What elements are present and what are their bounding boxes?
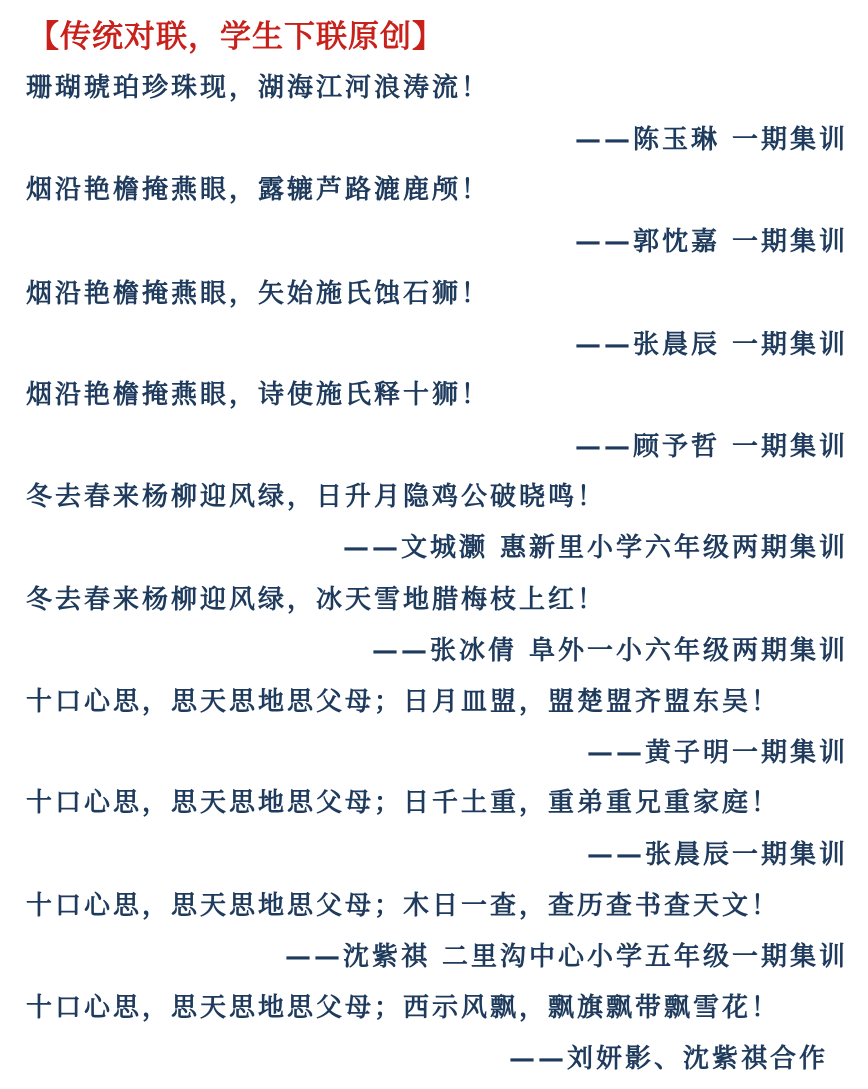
signature-10: ——刘妍影、沈紫祺合作 xyxy=(508,1044,828,1074)
couplet-5: 冬去春来杨柳迎风绿，日升月隐鸡公破晓鸣！ xyxy=(26,482,607,512)
couplet-7: 十口心思，思天思地思父母；日月皿盟，盟楚盟齐盟东吴！ xyxy=(26,687,781,717)
signature-2: ——郭忱嘉 一期集训 xyxy=(574,227,848,257)
signature-1: ——陈玉琳 一期集训 xyxy=(574,125,848,155)
couplet-8: 十口心思，思天思地思父母；日千土重，重弟重兄重家庭！ xyxy=(26,788,781,818)
signature-8: ——张晨辰一期集训 xyxy=(586,840,848,870)
signature-5: ——文城灏 惠新里小学六年级两期集训 xyxy=(342,533,848,563)
couplet-10: 十口心思，思天思地思父母；西示风飘，飘旗飘带飘雪花！ xyxy=(26,993,781,1023)
signature-7: ——黄子明一期集训 xyxy=(586,738,848,768)
couplet-3: 烟沿艳檐掩燕眼，矢始施氏蚀石狮！ xyxy=(26,279,491,309)
signature-3: ——张晨辰 一期集训 xyxy=(574,330,848,360)
couplet-2: 烟沿艳檐掩燕眼，露辘芦路漉鹿颅！ xyxy=(26,175,491,205)
couplet-6: 冬去春来杨柳迎风绿，冰天雪地腊梅枝上红！ xyxy=(26,585,607,615)
couplet-4: 烟沿艳檐掩燕眼，诗使施氏释十狮！ xyxy=(26,380,491,410)
couplet-1: 珊瑚琥珀珍珠现，湖海江河浪涛流！ xyxy=(26,73,491,103)
signature-4: ——顾予哲 一期集训 xyxy=(574,432,848,462)
signature-6: ——张冰倩 阜外一小六年级两期集训 xyxy=(371,636,848,666)
page-title: 【传统对联，学生下联原创】 xyxy=(28,19,444,55)
signature-9: ——沈紫祺 二里沟中心小学五年级一期集训 xyxy=(284,942,848,972)
couplet-9: 十口心思，思天思地思父母；木日一查，查历查书查天文！ xyxy=(26,891,781,921)
